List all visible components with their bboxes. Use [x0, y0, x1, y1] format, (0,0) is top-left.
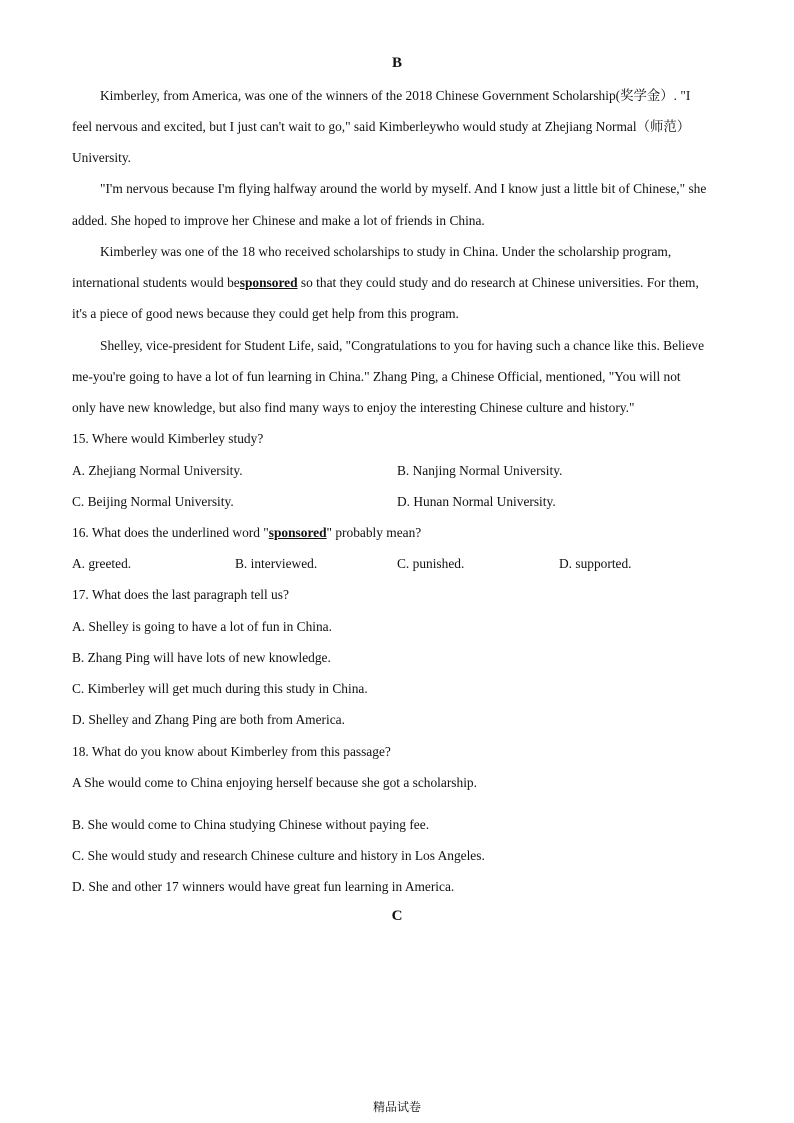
question-stem: 15. Where would Kimberley study? — [72, 431, 264, 446]
passage-line: "I'm nervous because I'm flying halfway around the world by myself. And I know just a little bit of Chinese," she — [100, 181, 707, 196]
question-stem: 18. What do you know about Kimberley from this passage? — [72, 744, 391, 759]
option-c: C. Beijing Normal University. — [72, 494, 234, 509]
underlined-word: sponsored — [268, 525, 327, 540]
question-stem — [72, 525, 421, 541]
option-d: D. Shelley and Zhang Ping are both from America. — [72, 712, 345, 727]
question-stem: 17. What does the last paragraph tell us? — [72, 587, 289, 602]
underlined-word: sponsored — [239, 275, 298, 290]
option-d: D. She and other 17 winners would have great fun learning in America. — [72, 879, 455, 894]
option-b: B. She would come to China studying Chinese without paying fee. — [72, 817, 430, 832]
passage-line: added. She hoped to improve her Chinese and make a lot of friends in China. — [72, 213, 485, 228]
passage-line: feel nervous and excited, but I just can't wait to go," said Kimberleywho would study at Zhejiang Normal（师范） — [72, 119, 691, 134]
option-b: B. Nanjing Normal University. — [397, 463, 563, 478]
option-c: C. punished. — [397, 556, 465, 571]
option-c: C. Kimberley will get much during this study in China. — [72, 681, 368, 696]
option-a: A. Shelley is going to have a lot of fun in China. — [72, 619, 332, 634]
option-b: B. interviewed. — [235, 556, 318, 571]
passage-line: University. — [72, 150, 132, 165]
passage-text: so that they could study and do research at Chinese universities. For them, — [297, 275, 699, 290]
passage-line: Kimberley was one of the 18 who received scholarships to study in China. Under the scholarship program, — [100, 244, 672, 259]
stem-text: " probably mean? — [326, 525, 422, 540]
passage-line: only have new knowledge, but also find many ways to enjoy the interesting Chinese culture and history." — [72, 400, 635, 415]
option-a: A She would come to China enjoying herself because she got a scholarship. — [72, 775, 477, 790]
section-b-heading: B — [391, 55, 402, 71]
option-d: D. Hunan Normal University. — [397, 494, 556, 509]
passage-line: it's a piece of good news because they could get help from this program. — [72, 306, 459, 321]
option-a: A. greeted. — [72, 556, 132, 571]
passage-line: Shelley, vice-president for Student Life, said, "Congratulations to you for having such a chance like this. Believe — [100, 338, 705, 353]
option-d: D. supported. — [559, 556, 632, 571]
option-c: C. She would study and research Chinese culture and history in Los Angeles. — [72, 848, 485, 863]
section-c-heading: C — [391, 908, 403, 924]
option-a: A. Zhejiang Normal University. — [72, 463, 243, 478]
stem-text: 16. What does the underlined word " — [72, 525, 269, 540]
passage-line: Kimberley, from America, was one of the winners of the 2018 Chinese Government Scholarship(奖学金）. "I — [100, 88, 691, 103]
option-b: B. Zhang Ping will have lots of new knowledge. — [72, 650, 331, 665]
passage-line: me-you're going to have a lot of fun learning in China." Zhang Ping, a Chinese Official, mentioned, "You will not — [72, 369, 681, 384]
page-footer: 精品试卷 — [372, 1100, 421, 1114]
passage-text: international students would be — [72, 275, 240, 290]
passage-line — [72, 275, 699, 291]
